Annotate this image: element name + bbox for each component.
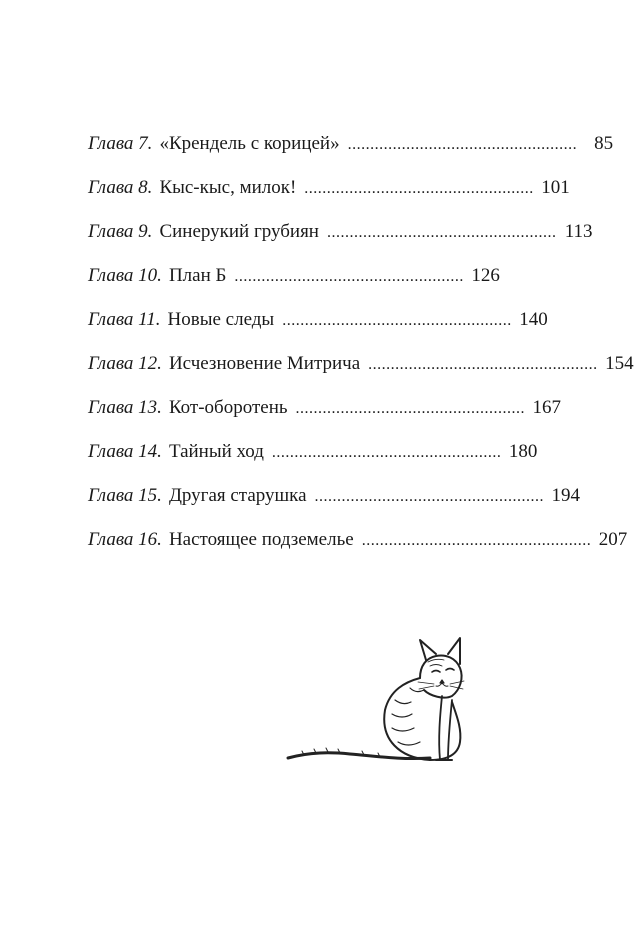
toc-entry bbox=[88, 480, 581, 524]
toc-entry bbox=[88, 436, 538, 480]
chapter-number: Глава 7. bbox=[88, 133, 153, 154]
chapter-title: Тайный ход bbox=[168, 441, 264, 462]
page-number: 85 bbox=[594, 133, 614, 154]
dot-leader: ................................................... bbox=[347, 136, 578, 153]
dot-leader: ................................................... bbox=[326, 224, 557, 241]
toc-entry bbox=[88, 392, 562, 436]
chapter-title: «Крендель с корицей» bbox=[159, 133, 340, 154]
dot-leader: ................................................... bbox=[271, 444, 502, 461]
page-number: 167 bbox=[532, 397, 562, 418]
chapter-title: Кот-оборотень bbox=[168, 397, 288, 418]
toc-entry bbox=[88, 260, 500, 304]
page-number: 154 bbox=[605, 353, 634, 374]
dot-leader: ................................................... bbox=[295, 400, 526, 417]
chapter-title: Новые следы bbox=[167, 309, 275, 330]
page-number: 126 bbox=[471, 265, 500, 286]
page-number: 140 bbox=[519, 309, 548, 330]
chapter-number: Глава 14. bbox=[88, 441, 162, 462]
toc-entry bbox=[88, 524, 628, 568]
dot-leader: ................................................... bbox=[234, 268, 464, 285]
chapter-title: Настоящее подземелье bbox=[168, 529, 354, 550]
chapter-number: Глава 8. bbox=[88, 177, 153, 198]
toc-entry bbox=[88, 172, 570, 216]
dot-leader: ................................................... bbox=[282, 312, 512, 329]
page-number: 113 bbox=[564, 221, 593, 242]
chapter-number: Глава 10. bbox=[88, 265, 162, 286]
chapter-number: Глава 9. bbox=[88, 221, 153, 242]
chapter-number: Глава 13. bbox=[88, 397, 162, 418]
page-number: 101 bbox=[541, 177, 570, 198]
chapter-title: Кыс-кыс, милок! bbox=[159, 177, 297, 198]
toc-entry bbox=[88, 304, 548, 348]
toc-entry bbox=[88, 128, 614, 172]
chapter-title: Другая старушка bbox=[168, 485, 307, 506]
dot-leader: ................................................... bbox=[314, 488, 545, 505]
chapter-number: Глава 11. bbox=[88, 309, 161, 330]
toc-entry bbox=[88, 216, 593, 260]
page-number: 180 bbox=[508, 441, 538, 462]
sitting-cat-icon bbox=[280, 630, 480, 780]
dot-leader: ................................................... bbox=[368, 356, 598, 373]
page-number: 207 bbox=[598, 529, 628, 550]
dot-leader: ................................................... bbox=[361, 532, 592, 549]
toc-entry bbox=[88, 348, 634, 392]
chapter-title: План Б bbox=[168, 265, 227, 286]
chapter-number: Глава 12. bbox=[88, 353, 162, 374]
table-of-contents bbox=[88, 128, 634, 568]
chapter-title: Исчезновение Митрича bbox=[168, 353, 361, 374]
dot-leader: ................................................... bbox=[304, 180, 534, 197]
chapter-number: Глава 15. bbox=[88, 485, 162, 506]
chapter-number: Глава 16. bbox=[88, 529, 162, 550]
page-number: 194 bbox=[551, 485, 581, 506]
chapter-title: Синерукий грубиян bbox=[159, 221, 319, 242]
